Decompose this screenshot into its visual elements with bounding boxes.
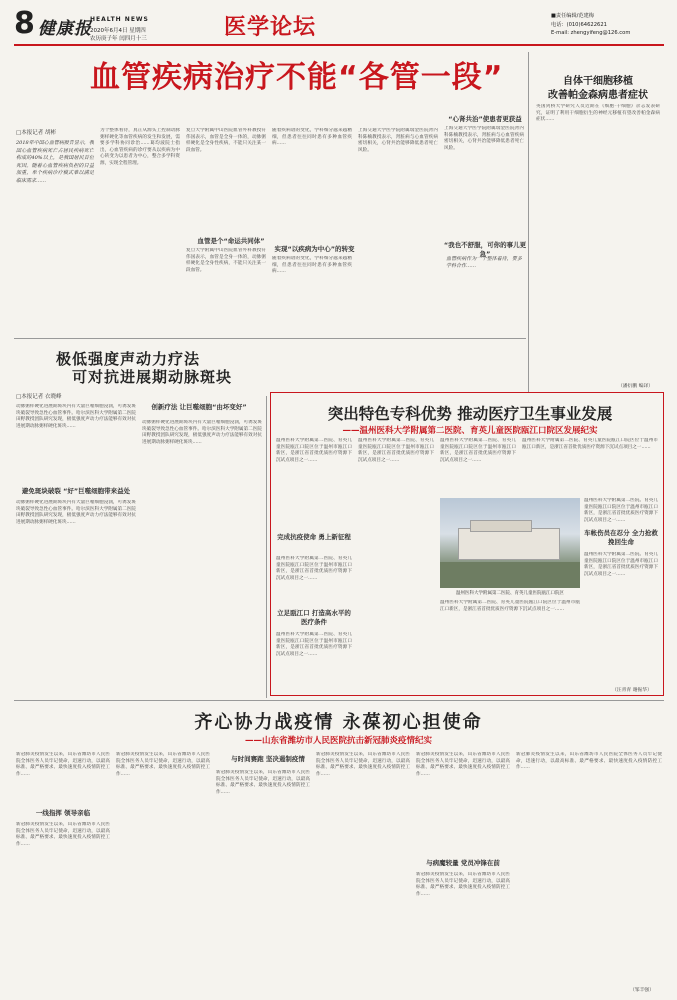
article1-body-col4: 上海交通大学医学院附属瑞金医院肾内科陈楠教授表示，肾脏病与心血管疾病密切相关，心肾共治能够降低患者死亡风险。 [358,128,438,153]
paper-name-en: HEALTH NEWS [90,16,149,23]
issue-date: 2020年6月4日 星期四 [90,28,146,34]
article1-body-col2b: 复旦大学附属中山医院血管外科教授符伟国表示，血管是全身一体的，动脉粥样硬化是全身性疾病，不能只关注某一段血管。 [186,248,266,273]
article3-body-col1b: 温州医科大学附属第二医院、育英儿童医院瓯江口院区位于温州市瓯江口新区，是浙江省首批优质医疗资源下沉试点项目之一…… [276,556,352,581]
article2-body-col2: 动脉粥样硬化进展期斑块内有大量巨噬细胞浸润，可诱发斑块破裂导致急性心血管事件。哈尔滨医科大学附属第二医院田野教授团队研究发现，极低强度声动力疗法能够有效对抗进展期动脉粥样硬化斑块…… [142,420,262,445]
article4-body-col4: 新冠肺炎疫情发生以来，山东省潍坊市人民医院全体医务人员牢记使命，迅速行动，以最高标准、最严格要求、最快速度投入疫情防控工作…… [316,752,410,777]
article4-body-col2: 新冠肺炎疫情发生以来，山东省潍坊市人民医院全体医务人员牢记使命，迅速行动，以最高标准、最严格要求、最快速度投入疫情防控工作…… [116,752,210,777]
article3-body-col5: 温州医科大学附属第二医院、育英儿童医院瓯江口院区位于温州市瓯江口新区，是浙江省首批优质医疗资源下沉试点项目之一…… [584,498,658,523]
article3-sub2: 立足瓯江口 打造高水平的医疗条件 [277,609,351,626]
article1-byline: □本报记者 胡彬 [16,130,56,136]
divider-article4 [14,700,664,701]
divider-article3 [266,396,267,698]
article3-headline: 突出特色专科优势 推动医疗卫生事业发展 [327,405,613,423]
article4-body-col5: 新冠肺炎疫情发生以来，山东省潍坊市人民医院全体医务人员牢记使命，迅速行动，以最高标准、最严格要求、最快速度投入疫情防控工作…… [416,752,510,777]
article1-headline: 血管疾病治疗不能“各管一段” [90,60,504,95]
article3-body-col1c: 温州医科大学附属第二医院、育英儿童医院瓯江口院区位于温州市瓯江口新区，是浙江省首批优质医疗资源下沉试点项目之一…… [276,632,352,657]
lunar-date: 农历庚子年 闰四月十三 [90,36,147,42]
photo-building-2 [470,520,532,532]
article1-sub1: 血管是个“命运共同体” [197,237,265,245]
masthead-rule [14,44,664,46]
article3-body-col4: 温州医科大学附属第二医院、育英儿童医院瓯江口院区位于温州市瓯江口新区，是浙江省首批优质医疗资源下沉试点项目之一…… [522,438,658,450]
sidebar-body: 英国剑桥大学研究人员近期在《细胞·干细胞》杂志发表研究，证明了利用干细胞衍生的神经元移植有望改善帕金森病症状…… [536,104,660,123]
article1-sub3: “心肾共治”使患者更获益 [448,115,522,123]
article3-body-col5b: 温州医科大学附属第二医院、育英儿童医院瓯江口院区位于温州市瓯江口新区，是浙江省首批优质医疗资源下沉试点项目之一…… [584,552,658,577]
section-title: 医学论坛 [224,15,317,40]
article4-body-col6: 新冠肺炎疫情发生以来，山东省潍坊市人民医院全体医务人员牢记使命，迅速行动，以最高标准、最严格要求、最快速度投入疫情防控工作…… [516,752,662,771]
page-number: 8 [14,6,35,41]
sidebar-headline-top: 自体干细胞移植 [563,76,633,87]
article2-sub2: 避免斑块破裂 “好”巨噬细胞带来益处 [21,487,131,495]
editor-info: ■责任编辑/范建梅 [551,13,594,19]
article1-sub4: “我也不舒服，可你的事儿更急” [443,241,527,258]
article4-sub1: 一线指挥 领导亲临 [35,809,91,817]
article4-body-col5b: 新冠肺炎疫情发生以来，山东省潍坊市人民医院全体医务人员牢记使命，迅速行动，以最高标准、最严格要求、最快速度投入疫情防控工作…… [416,872,510,897]
photo-building [458,528,560,560]
divider-article2 [14,338,526,339]
article2-headline-2: 可对抗进展期动脉斑块 [72,368,233,386]
article1-body-col3b: 随着疾病谱的变化，学科细分越来越精细，但患者往往同时患有多种血管疾病…… [272,256,352,275]
article3-sub3: 车帐伤员在忍分 全力抢救挽回生命 [584,529,658,546]
article4-sub2: 与时间赛跑 坚决遏制疫情 [231,755,305,763]
hospital-photo [440,498,580,588]
phone-info: 电话：(010)64622621 [551,22,607,28]
article4-footer: （邹丰强） [630,988,654,993]
sidebar-headline-bottom: 改善帕金森病患者症状 [548,90,648,101]
photo-caption: 温州医科大学附属第二医院、育英儿童医院瓯江口院区 [456,591,564,596]
article2-byline: □本报记者 衣晓峰 [16,394,62,400]
article3-body-col3: 温州医科大学附属第二医院、育英儿童医院瓯江口院区位于温州市瓯江口新区，是浙江省首批优质医疗资源下沉试点项目之一…… [440,438,516,463]
article1-body-col1: 为个整体看待，真正从源头上控制动脉粥样硬化等血管疾病的发生和发展，需要多学科协同诊治……葛均波院士指出，心血管疾病的诊疗要从以疾病为中心转变为以患者为中心，整合多学科资源，实现全程管理。 [100,128,180,166]
article4-headline: 齐心协力战疫情 永葆初心担使命 [194,712,483,733]
email-info: E-mail: zhengyifeng@126.com [551,30,631,36]
divider-sidebar [528,52,529,392]
article3-sub1: 完成抗疫使命 勇上新征程 [277,533,351,541]
photo-ground [440,562,580,588]
article2-body-col1: 动脉粥样硬化进展期斑块内有大量巨噬细胞浸润，可诱发斑块破裂导致急性心血管事件。哈尔滨医科大学附属第二医院田野教授团队研究发现，极低强度声动力疗法能够有效对抗进展期动脉粥样硬化斑块…… [16,404,136,429]
article3-body-col1: 温州医科大学附属第二医院、育英儿童医院瓯江口院区位于温州市瓯江口新区，是浙江省首批优质医疗资源下沉试点项目之一…… [276,438,352,463]
article3-body-col2: 温州医科大学附属第二医院、育英儿童医院瓯江口院区位于温州市瓯江口新区，是浙江省首批优质医疗资源下沉试点项目之一…… [358,438,434,463]
article1-pullquote: 血管疾病作为一个整体看待，要多学科合作…… [446,256,522,270]
article4-body-col1: 新冠肺炎疫情发生以来，山东省潍坊市人民医院全体医务人员牢记使命，迅速行动，以最高标准、最严格要求、最快速度投入疫情防控工作…… [16,752,110,777]
article1-lead: 2018年中国心血管病报告显示，我国心血管疾病死亡占居民疾病死亡构成的40%以上，是我国居民首位死因。随着心血管疾病负担的日益加重，单个疾病诊疗模式难以满足临床需求…… [16,140,94,184]
article4-subheadline: ——山东省潍坊市人民医院抗击新冠肺炎疫情纪实 [244,736,432,746]
article3-body-col6: 温州医科大学附属第二医院、育英儿童医院瓯江口院区位于温州市瓯江口新区，是浙江省首批优质医疗资源下沉试点项目之一…… [440,600,580,612]
paper-name: 健康报 [38,19,92,39]
article2-headline-1: 极低强度声动力疗法 [56,350,201,368]
article2-sub1: 创新疗法 让巨噬细胞“由坏变好” [151,403,247,411]
article4-body-col3: 新冠肺炎疫情发生以来，山东省潍坊市人民医院全体医务人员牢记使命，迅速行动，以最高标准、最严格要求、最快速度投入疫情防控工作…… [216,770,310,795]
article2-body-col1b: 动脉粥样硬化进展期斑块内有大量巨噬细胞浸润，可诱发斑块破裂导致急性心血管事件。哈尔滨医科大学附属第二医院田野教授团队研究发现，极低强度声动力疗法能够有效对抗进展期动脉粥样硬化斑块…… [16,500,136,525]
article1-sub2: 实现“以疾病为中心”的转变 [274,245,355,253]
article3-footer: （汪青青 谢振华） [612,688,652,693]
article1-body-col3: 随着疾病谱的变化，学科细分越来越精细，但患者往往同时患有多种血管疾病…… [272,128,352,147]
sidebar-footer: （潘衍鹏 编译） [618,384,654,389]
article1-body-col5: 上海交通大学医学院附属瑞金医院肾内科陈楠教授表示，肾脏病与心血管疾病密切相关，心肾共治能够降低患者死亡风险。 [444,126,524,151]
article4-body-col1b: 新冠肺炎疫情发生以来，山东省潍坊市人民医院全体医务人员牢记使命，迅速行动，以最高标准、最严格要求、最快速度投入疫情防控工作…… [16,822,110,847]
article3-subheadline: ——温州医科大学附属第二医院、育英儿童医院瓯江口院区发展纪实 [342,426,598,436]
article1-body-col2: 复旦大学附属中山医院血管外科教授符伟国表示，血管是全身一体的，动脉粥样硬化是全身性疾病，不能只关注某一段血管。 [186,128,266,153]
article4-sub3: 与病魔较量 党员冲锋在前 [426,859,500,867]
